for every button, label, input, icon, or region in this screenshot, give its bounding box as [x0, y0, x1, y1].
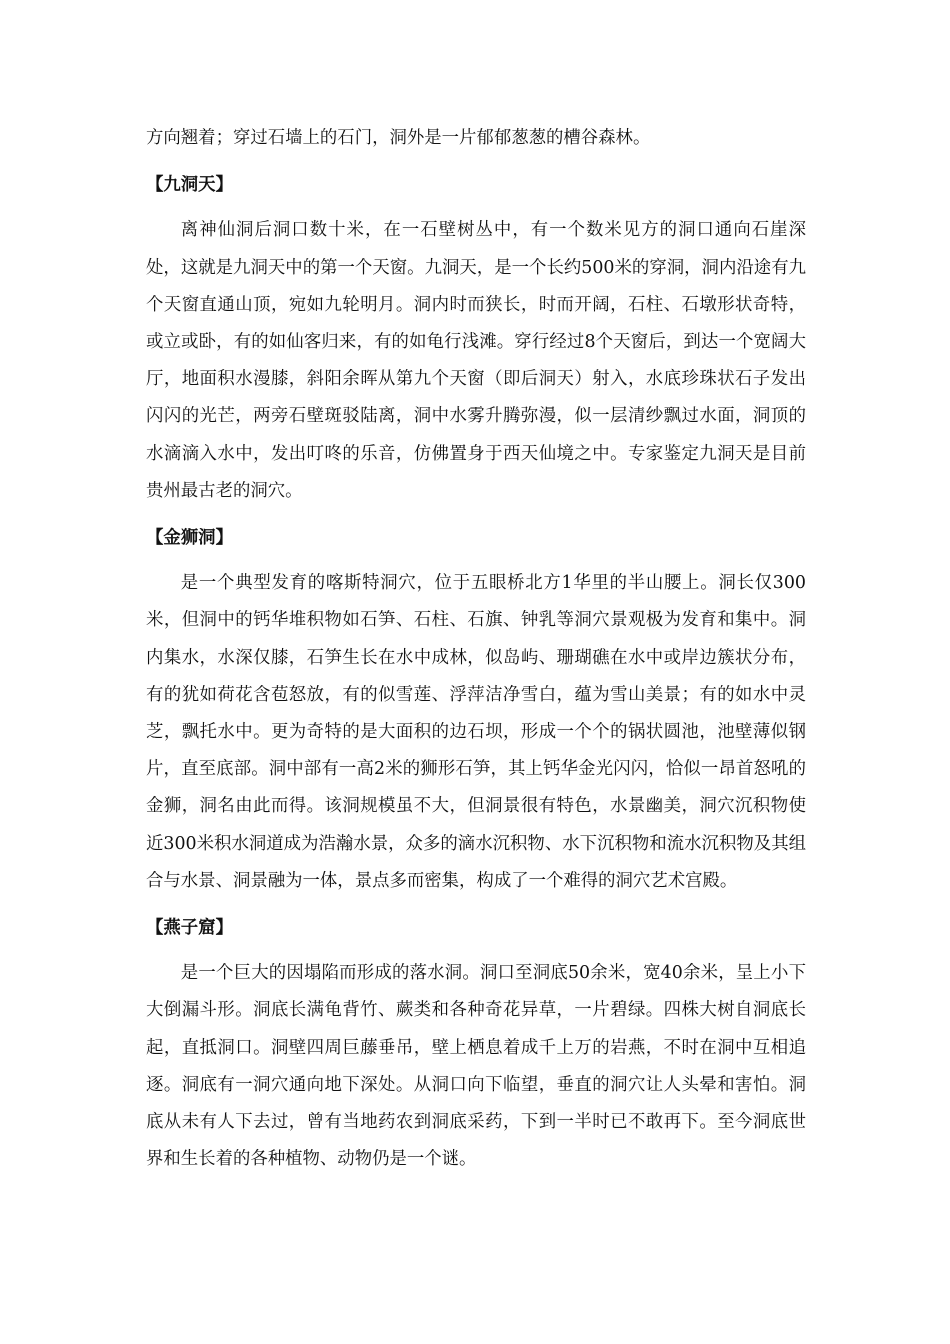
section-body-jinshidong: 是一个典型发育的喀斯特洞穴，位于五眼桥北方1华里的半山腰上。洞长仅300米，但洞中的钙华堆积物如石笋、石柱、石旗、钟乳等洞穴景观极为发育和集中。洞内集水，水深仅膝，石笋生长在水中成林，似岛屿、珊瑚礁在水中或岸边簇状分布，有的犹如荷花含苞怒放，有的似雪莲、浮萍洁净雪白，蕴为雪山美景；有的如水中灵芝，飘托水中。更为奇特的是大面积的边石坝，形成一个个的锅状圆池，池壁薄似钢片，直至底部。洞中部有一高2米的狮形石笋，其上钙华金光闪闪，恰似一昂首怒吼的金狮，洞名由此而得。该洞规模虽不大，但洞景很有特色，水景幽美，洞穴沉积物使近300米积水洞道成为浩瀚水景，众多的滴水沉积物、水下沉积物和流水沉积物及其组合与水景、洞景融为一体，景点多而密集，构成了一个难得的洞穴艺术宫殿。 — [146, 573, 806, 891]
section-body-yanziku: 是一个巨大的因塌陷而形成的落水洞。洞口至洞底50余米，宽40余米，呈上小下大倒漏斗形。洞底长满龟背竹、蕨类和各种奇花异草，一片碧绿。四株大树自洞底长起，直抵洞口。洞壁四周巨藤垂吊，壁上栖息着成千上万的岩燕，不时在洞中互相追逐。洞底有一洞穴通向地下深处。从洞口向下临望，垂直的洞穴让人头晕和害怕。洞底从未有人下去过，曾有当地药农到洞底采药，下到一半时已不敢再下。至今洞底世界和生长着的各种植物、动物仍是一个谜。 — [146, 963, 806, 1170]
section-heading-jinshidong: 【金狮洞】 — [146, 528, 233, 549]
section-body-jiudongtian: 离神仙洞后洞口数十米，在一石壁树丛中，有一个数米见方的洞口通向石崖深处，这就是九洞天中的第一个天窗。九洞天，是一个长约500米的穿洞，洞内沿途有九个天窗直通山顶，宛如九轮明月。洞内时而狭长，时而开阔，石柱、石墩形状奇特，或立或卧，有的如仙客归来，有的如龟行浅滩。穿行经过8个天窗后，到达一个宽阔大厅，地面积水漫膝，斜阳余晖从第九个天窗（即后洞天）射入，水底珍珠状石子发出闪闪的光芒，两旁石壁斑驳陆离，洞中水雾升腾弥漫，似一层清纱飘过水面，洞顶的水滴滴入水中，发出叮咚的乐音，仿佛置身于西天仙境之中。专家鉴定九洞天是目前贵州最古老的洞穴。 — [146, 220, 806, 501]
section-jiudongtian — [146, 167, 806, 510]
document-page — [146, 120, 806, 1178]
section-heading-jiudongtian: 【九洞天】 — [146, 175, 233, 196]
section-yanziku — [146, 910, 806, 1178]
section-jinshidong — [146, 520, 806, 900]
section-heading-yanziku: 【燕子窟】 — [146, 918, 233, 939]
intro-paragraph: 方向翘着；穿过石墙上的石门，洞外是一片郁郁葱葱的槽谷森林。 — [146, 128, 651, 148]
